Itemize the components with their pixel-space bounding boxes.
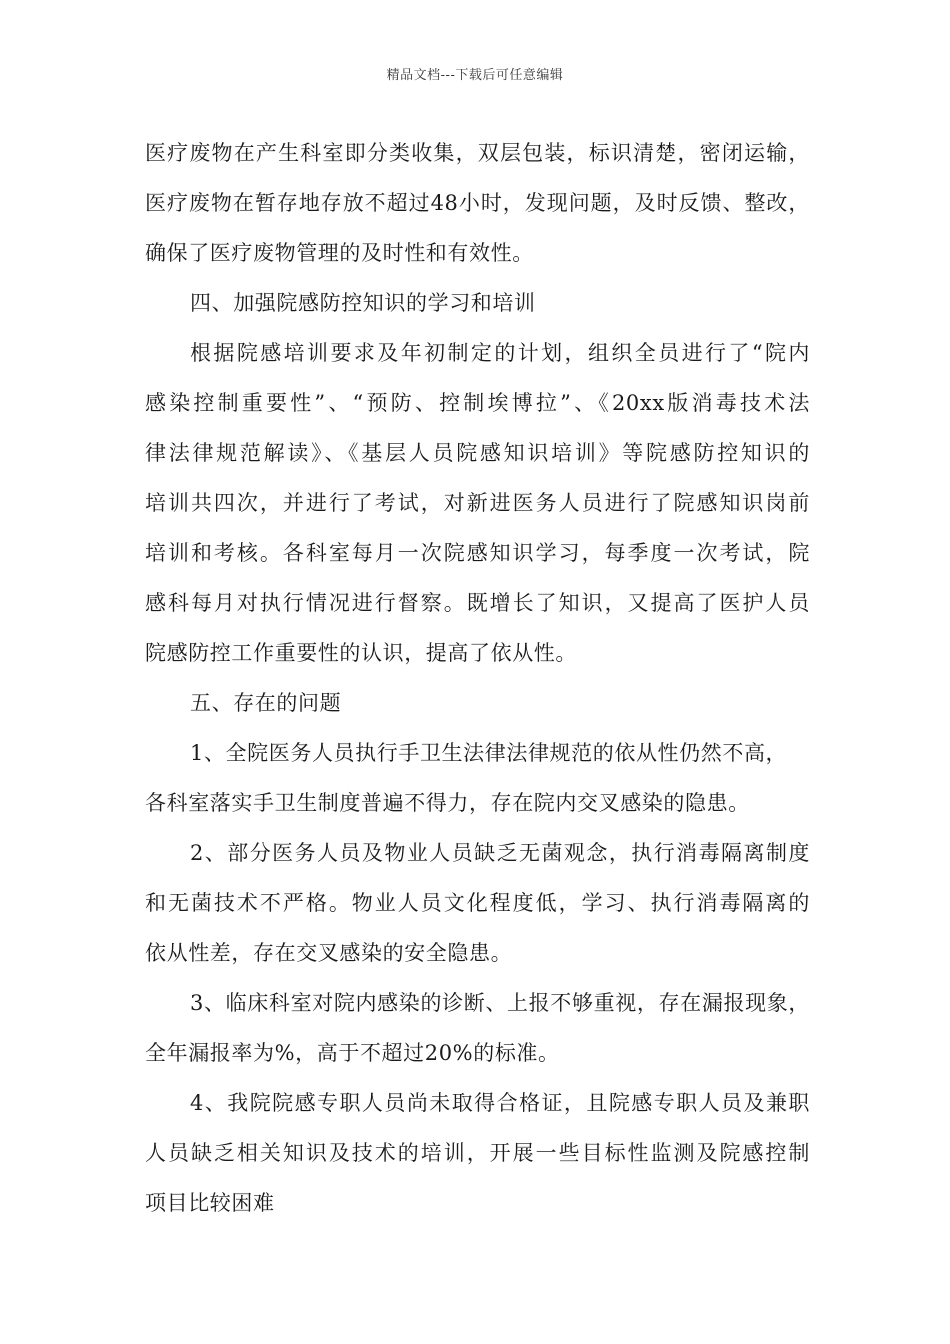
text-line: 医疗废物在暂存地存放不超过48小时，发现问题，及时反馈、整改，	[145, 191, 810, 215]
text-line: 依从性差，存在交叉感染的安全隐患。	[145, 941, 513, 965]
text-line: 4、我院院感专职人员尚未取得合格证，且院感专职人员及兼职	[190, 1091, 810, 1115]
text-line: 根据院感培训要求及年初制定的计划，组织全员进行了“院内	[190, 341, 810, 365]
document-body	[145, 128, 810, 1228]
text-line: 2、部分医务人员及物业人员缺乏无菌观念，执行消毒隔离制度	[190, 841, 810, 865]
page-header: 精品文档---下载后可任意编辑	[386, 68, 564, 83]
text-line: 培训和考核。各科室每月一次院感知识学习，每季度一次考试，院	[145, 541, 810, 565]
text-line: 各科室落实手卫生制度普遍不得力，存在院内交叉感染的隐患。	[145, 791, 750, 815]
text-line: 1、全院医务人员执行手卫生法律法律规范的依从性仍然不高，	[190, 741, 788, 765]
text-line: 感染控制重要性”、“预防、控制埃博拉”、《20xx版消毒技术法	[145, 391, 810, 415]
text-line: 和无菌技术不严格。物业人员文化程度低，学习、执行消毒隔离的	[145, 891, 810, 915]
text-line: 律法律规范解读》、《基层人员院感知识培训》等院感防控知识的	[145, 441, 810, 465]
text-line: 培训共四次，并进行了考试，对新进医务人员进行了院感知识岗前	[145, 491, 810, 515]
text-line: 确保了医疗废物管理的及时性和有效性。	[145, 241, 534, 265]
section-heading: 四、加强院感防控知识的学习和培训	[190, 291, 536, 315]
text-line: 全年漏报率为%，高于不超过20%的标准。	[145, 1041, 560, 1065]
text-line: 医疗废物在产生科室即分类收集，双层包装，标识清楚，密闭运输，	[145, 141, 810, 165]
text-line: 人员缺乏相关知识及技术的培训，开展一些目标性监测及院感控制	[145, 1141, 810, 1165]
text-line: 项目比较困难	[145, 1191, 275, 1215]
text-line: 院感防控工作重要性的认识，提高了依从性。	[145, 641, 577, 665]
section-heading: 五、存在的问题	[190, 691, 342, 715]
text-line: 感科每月对执行情况进行督察。既增长了知识，又提高了医护人员	[145, 591, 810, 615]
text-line: 3、临床科室对院内感染的诊断、上报不够重视，存在漏报现象，	[190, 991, 810, 1015]
